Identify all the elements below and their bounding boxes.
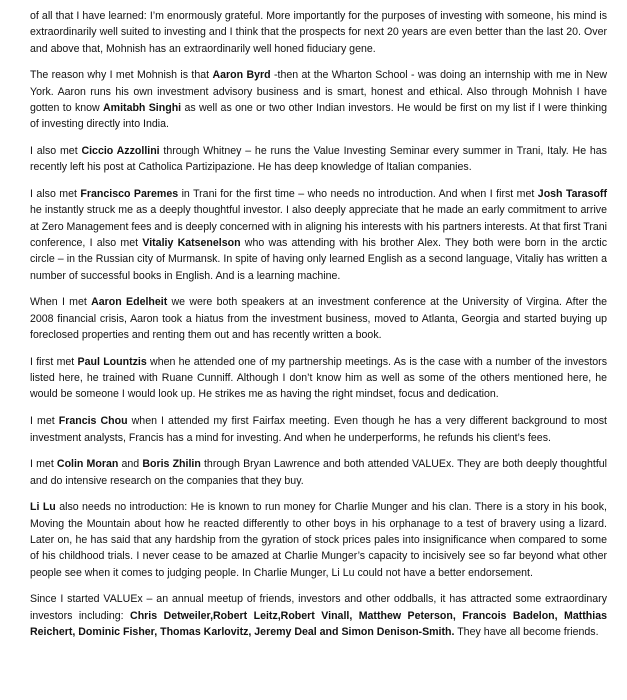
person-name: Amitabh Singhi: [103, 101, 182, 114]
person-name: Francisco Paremes: [80, 188, 179, 201]
person-name-list: Chris Detweiler,Robert Leitz,Robert Vinall, Matthew Peterson, Francois Badelon, Matthias Reichert, Dominic Fisher, Thomas Karlovitz, Jeremy Deal and Simon Denison-Smith.: [30, 609, 607, 638]
paragraph: [30, 8, 607, 57]
paragraph-text: Since I started VALUEx – an annual meetup of friends, investors and other oddballs, it has attracted some extraordinary investors including:: [30, 593, 607, 622]
paragraph: [30, 499, 607, 580]
paragraph-text: I met: [30, 458, 57, 471]
paragraph-text: who was attending with his brother Alex. They both were born in the arctic circle – in the Russian city of Murmansk. In spite of having only learned English as a second language, Vitaliy has written a number of successful books in English. And is a learning machine.: [30, 237, 608, 282]
paragraph: [30, 67, 607, 132]
person-name: Paul Lountzis: [77, 355, 147, 368]
paragraph-text: when I attended my first Fairfax meeting. Even though he has a very different background to most investment analysts, Francis has a mind for investing. And when he underperforms, he refunds his client’s fees.: [30, 415, 607, 444]
person-name: Aaron Byrd: [212, 69, 271, 82]
paragraph-text: of all that I have learned: I’m enormously grateful. More importantly for the purposes of investing with someone, his mind is extraordinarily well suited to investing and I think that the prospects for next 20 years are even better than the last 20. Over and above that, Mohnish has an extraordinarily well honed fiduciary gene.: [30, 10, 607, 55]
person-name: Aaron Edelheit: [91, 296, 168, 309]
person-name: Francis Chou: [58, 415, 128, 428]
paragraph-text: The reason why I met Mohnish is that: [30, 69, 213, 82]
paragraph-text: I met: [30, 415, 59, 428]
paragraph-text: and: [118, 458, 143, 471]
paragraph-text: -then at the Wharton School - was doing an internship with me in New York. Aaron runs his own investment advisory business and is smart, honest and ethical. Also through Mohnish I have gotten to know: [30, 69, 608, 114]
person-name: Boris Zhilin: [142, 458, 201, 471]
paragraph: [30, 456, 607, 489]
paragraph-text: I first met: [30, 355, 78, 368]
paragraph: [30, 186, 607, 284]
paragraph-text: in Trani for the first time – who needs no introduction. And when I first met: [178, 188, 538, 201]
paragraph-text: When I met: [30, 296, 92, 309]
paragraph-text: through Whitney – he runs the Value Investing Seminar every summer in Trani, Italy. He has recently left his post at Catholica Partizipazione. He has deep knowledge of Italian companies.: [30, 145, 607, 174]
paragraph: [30, 413, 607, 446]
paragraph: [30, 143, 607, 176]
paragraph-text: also needs no introduction: He is known to run money for Charlie Munger and his clan. There is a story in his book, Moving the Mountain about how he reacted differently to other boys in his orphanage to a test of bravery using a lizard. Later on, he has said that any hardship from the gyration of stock prices pales into insignificance when compared to some of his childhood trials. I never cease to be amazed at Charlie Munger’s capacity to incisively see so far beyond what other people see when it comes to judging people. In Charlie Munger, Li Lu could not have a better endorsement.: [30, 501, 607, 579]
person-name: Li Lu: [30, 501, 56, 514]
paragraph-text: through Bryan Lawrence and both attended VALUEx. They are both deeply thoughtful and do intensive research on the companies that they buy.: [30, 458, 608, 487]
person-name: Vitaliy Katsenelson: [142, 237, 241, 250]
person-name: Colin Moran: [56, 458, 119, 471]
paragraph-text: They have all become friends.: [454, 626, 599, 638]
person-name: Ciccio Azzollini: [81, 145, 160, 158]
paragraph: [30, 591, 607, 640]
paragraph-text: I also met: [30, 188, 81, 201]
paragraph-text: when he attended one of my partnership meetings. As is the case with a number of the investors listed here, he trained with Ruane Cunniff. Although I don’t know him as well as some of the others mentioned here, he would be someone I would look up. He strikes me as having the right mindset, focus and dedication.: [30, 355, 608, 401]
paragraph: [30, 354, 607, 403]
paragraph: [30, 294, 607, 343]
paragraph-text: we were both speakers at an investment conference at the University of Virgina. After the 2008 financial crisis, Aaron took a hiatus from the investment business, moved to Atlanta, Georgia and started buying up foreclosed properties and renting them out and has recently written a book.: [30, 296, 608, 342]
paragraph-text: I also met: [30, 145, 82, 158]
person-name: Josh Tarasoff: [537, 188, 607, 201]
paragraph-text: as well as one or two other Indian investors. He would be first on my list if I were thinking of investing directly into India.: [30, 101, 607, 131]
paragraph-text: he instantly struck me as a deeply thoughtful investor. I also deeply appreciate that he made an early commitment to arrive at Zero Management fees and is deeply concerned with in aligning his interests with his partners interests. At that first Trani conference, I also met: [30, 204, 607, 250]
